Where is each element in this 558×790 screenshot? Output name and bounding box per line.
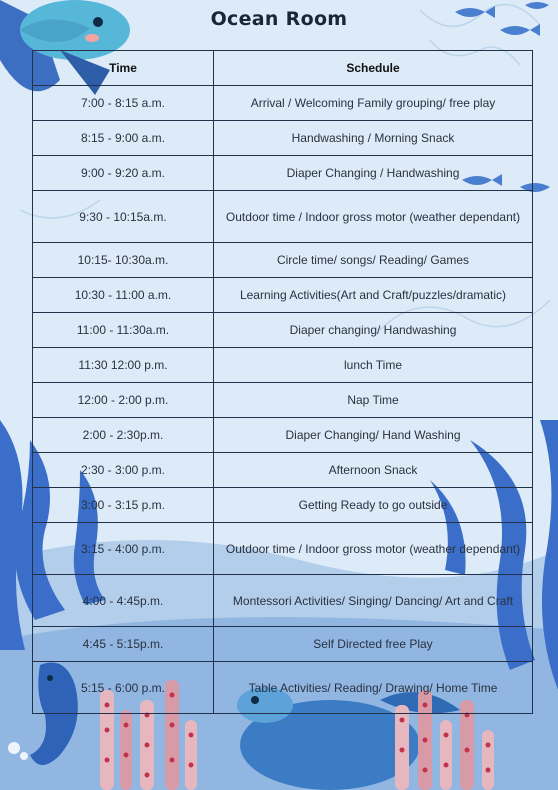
table-row [33, 488, 533, 523]
time-cell: 12:00 - 2:00 p.m. [33, 383, 214, 418]
table-row [33, 575, 533, 627]
activity-cell: Learning Activities(Art and Craft/puzzles/dramatic) [214, 278, 533, 313]
time-cell: 8:15 - 9:00 a.m. [33, 121, 214, 156]
table-row [33, 156, 533, 191]
table-row [33, 86, 533, 121]
activity-cell: Afternoon Snack [214, 453, 533, 488]
table-row [33, 348, 533, 383]
column-header-schedule: Schedule [214, 51, 533, 86]
table-row [33, 383, 533, 418]
table-header-row [33, 51, 533, 86]
activity-cell: Self Directed free Play [214, 627, 533, 662]
activity-cell: Handwashing / Morning Snack [214, 121, 533, 156]
table-row [33, 278, 533, 313]
time-cell: 4:45 - 5:15p.m. [33, 627, 214, 662]
activity-cell: Montessori Activities/ Singing/ Dancing/ Art and Craft [214, 575, 533, 627]
time-cell: 7:00 - 8:15 a.m. [33, 86, 214, 121]
activity-cell: Nap Time [214, 383, 533, 418]
table-row [33, 121, 533, 156]
schedule-table [32, 50, 533, 714]
time-cell: 2:30 - 3:00 p.m. [33, 453, 214, 488]
table-row [33, 662, 533, 714]
time-cell: 5:15 - 6:00 p.m. [33, 662, 214, 714]
table-row [33, 243, 533, 278]
time-cell: 4:00 - 4:45p.m. [33, 575, 214, 627]
activity-cell: Diaper Changing/ Hand Washing [214, 418, 533, 453]
table-row [33, 418, 533, 453]
table-row [33, 453, 533, 488]
activity-cell: Getting Ready to go outside [214, 488, 533, 523]
activity-cell: Outdoor time / Indoor gross motor (weather dependant) [214, 191, 533, 243]
time-cell: 3:00 - 3:15 p.m. [33, 488, 214, 523]
activity-cell: Table Activities/ Reading/ Drawing/ Home Time [214, 662, 533, 714]
column-header-time: Time [33, 51, 214, 86]
activity-cell: Outdoor time / Indoor gross motor (weather dependant) [214, 523, 533, 575]
time-cell: 11:30 12:00 p.m. [33, 348, 214, 383]
table-row [33, 627, 533, 662]
time-cell: 11:00 - 11:30a.m. [33, 313, 214, 348]
activity-cell: Circle time/ songs/ Reading/ Games [214, 243, 533, 278]
time-cell: 10:30 - 11:00 a.m. [33, 278, 214, 313]
page-title: Ocean Room [210, 8, 348, 30]
time-cell: 2:00 - 2:30p.m. [33, 418, 214, 453]
time-cell: 9:30 - 10:15a.m. [33, 191, 214, 243]
activity-cell: Diaper changing/ Handwashing [214, 313, 533, 348]
time-cell: 9:00 - 9:20 a.m. [33, 156, 214, 191]
activity-cell: Diaper Changing / Handwashing [214, 156, 533, 191]
time-cell: 10:15- 10:30a.m. [33, 243, 214, 278]
activity-cell: lunch Time [214, 348, 533, 383]
table-row [33, 523, 533, 575]
time-cell: 3:15 - 4:00 p.m. [33, 523, 214, 575]
activity-cell: Arrival / Welcoming Family grouping/ free play [214, 86, 533, 121]
table-row [33, 313, 533, 348]
table-row [33, 191, 533, 243]
